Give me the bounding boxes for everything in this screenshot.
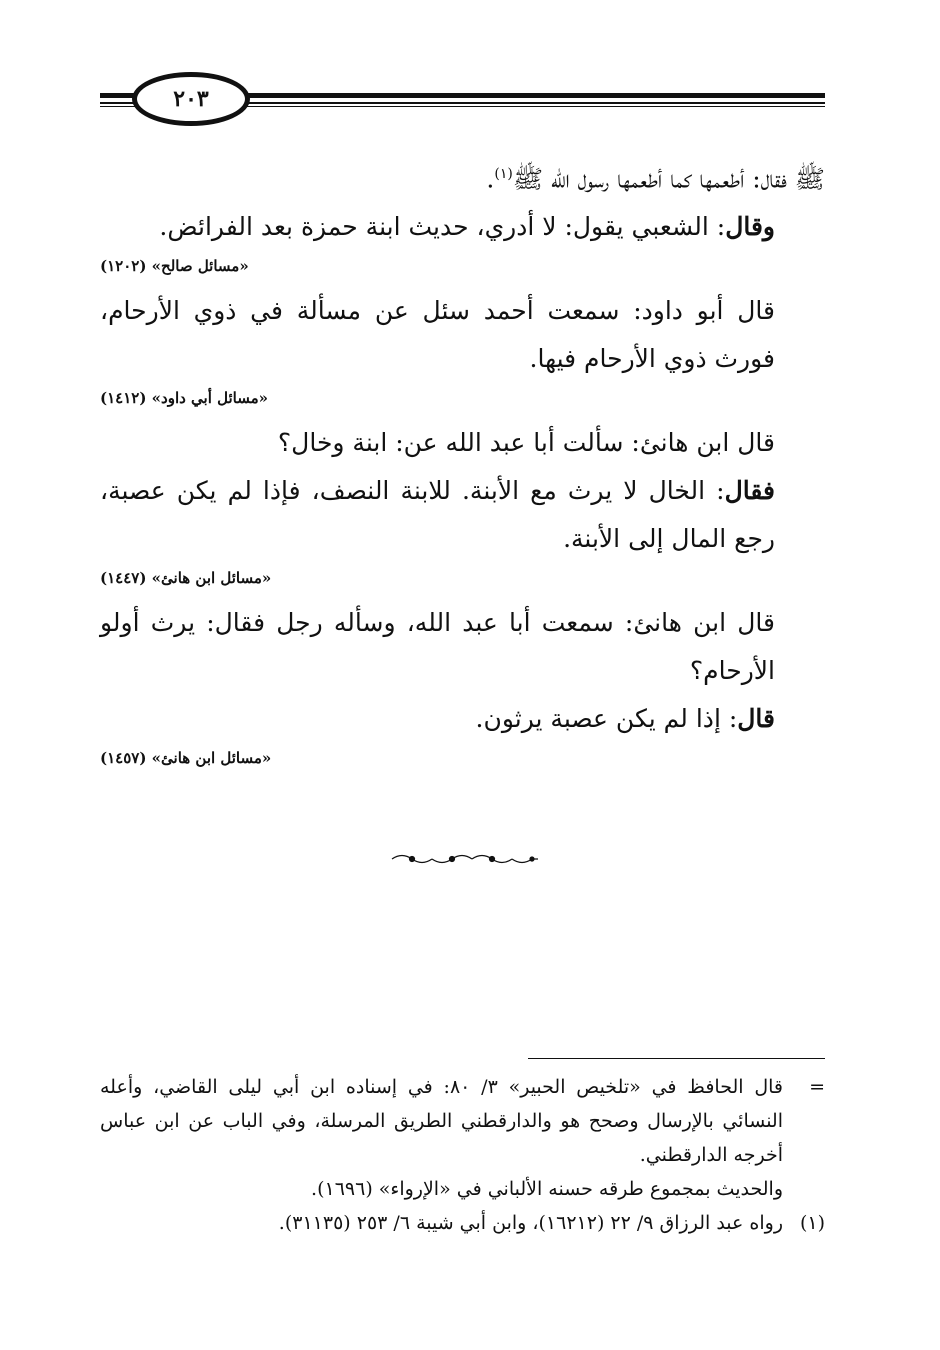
paragraph-text: : إذا لم يكن عصبة يرثون. [475,704,738,734]
source-reference: «مسائل أبي داود» (١٤١٢) [100,389,268,408]
page-number-badge [132,72,250,126]
source-reference: «مسائل ابن هانئ» (١٤٥٧) [100,749,272,768]
footnote-continuation [100,1070,825,1172]
paragraph-1 [100,150,825,203]
main-text [100,150,825,779]
continuation-mark: = [809,1076,825,1098]
paragraph-text: ﷺ فقال: أطعمها كما أطعمها رسول الله ﷺ [512,164,825,194]
footnote-1 [100,1206,825,1240]
lead-word: فقال [724,476,775,506]
paragraph-5 [100,467,825,563]
page-header [100,70,825,130]
footnote-separator [528,1058,825,1059]
paragraph-text: : الشعبي يقول: لا أدري، حديث ابنة حمزة بعد الفرائض. [159,212,726,242]
lead-word: قال [737,704,775,734]
footnote-text: رواه عبد الرزاق ٩/ ٢٢ (١٦٢١٢)، وابن أبي شيبة ٦/ ٢٥٣ (٣١١٣٥). [278,1212,783,1234]
paragraph-7 [100,695,825,743]
source-reference: «مسائل صالح» (١٢٠٢) [100,257,249,276]
footnotes [100,1070,825,1240]
footnote-ref: (١) [494,166,513,182]
paragraph-3: قال أبو داود: سمعت أحمد سئل عن مسألة في ذوي الأرحام، فورث ذوي الأرحام فيها. [100,296,775,374]
paragraph-text: : الخال لا يرث مع الأبنة. للابنة النصف، فإذا لم يكن عصبة، رجع المال إلى الأبنة. [100,476,775,554]
footnote-number: (١) [799,1212,825,1234]
paragraph-6: قال ابن هانئ: سمعت أبا عبد الله، وسأله رجل فقال: يرث أولو الأرحام؟ [100,608,775,686]
footnote-text: قال الحافظ في «تلخيص الحبير» ٣/ ٨٠: في إسناده ابن أبي ليلى القاضي، وأعله النسائي بالإرسال وصحح هو والدارقطني الطريق المرسلة، وفي الباب عن ابن عباس أخرجه الدارقطني. [100,1076,783,1166]
source-reference: «مسائل ابن هانئ» (١٤٤٧) [100,569,272,588]
lead-word: وقال [725,212,775,242]
page-number: ٢٠٣ [173,86,209,112]
paragraph-2 [100,203,825,251]
footnote-continuation-2: والحديث بمجموع طرقه حسنه الألباني في «الإرواء» (١٦٩٦). [311,1178,783,1200]
paragraph-4: قال ابن هانئ: سألت أبا عبد الله عن: ابنة وخال؟ [277,428,775,458]
section-ornament [390,850,540,868]
paragraph-end: . [486,164,495,194]
